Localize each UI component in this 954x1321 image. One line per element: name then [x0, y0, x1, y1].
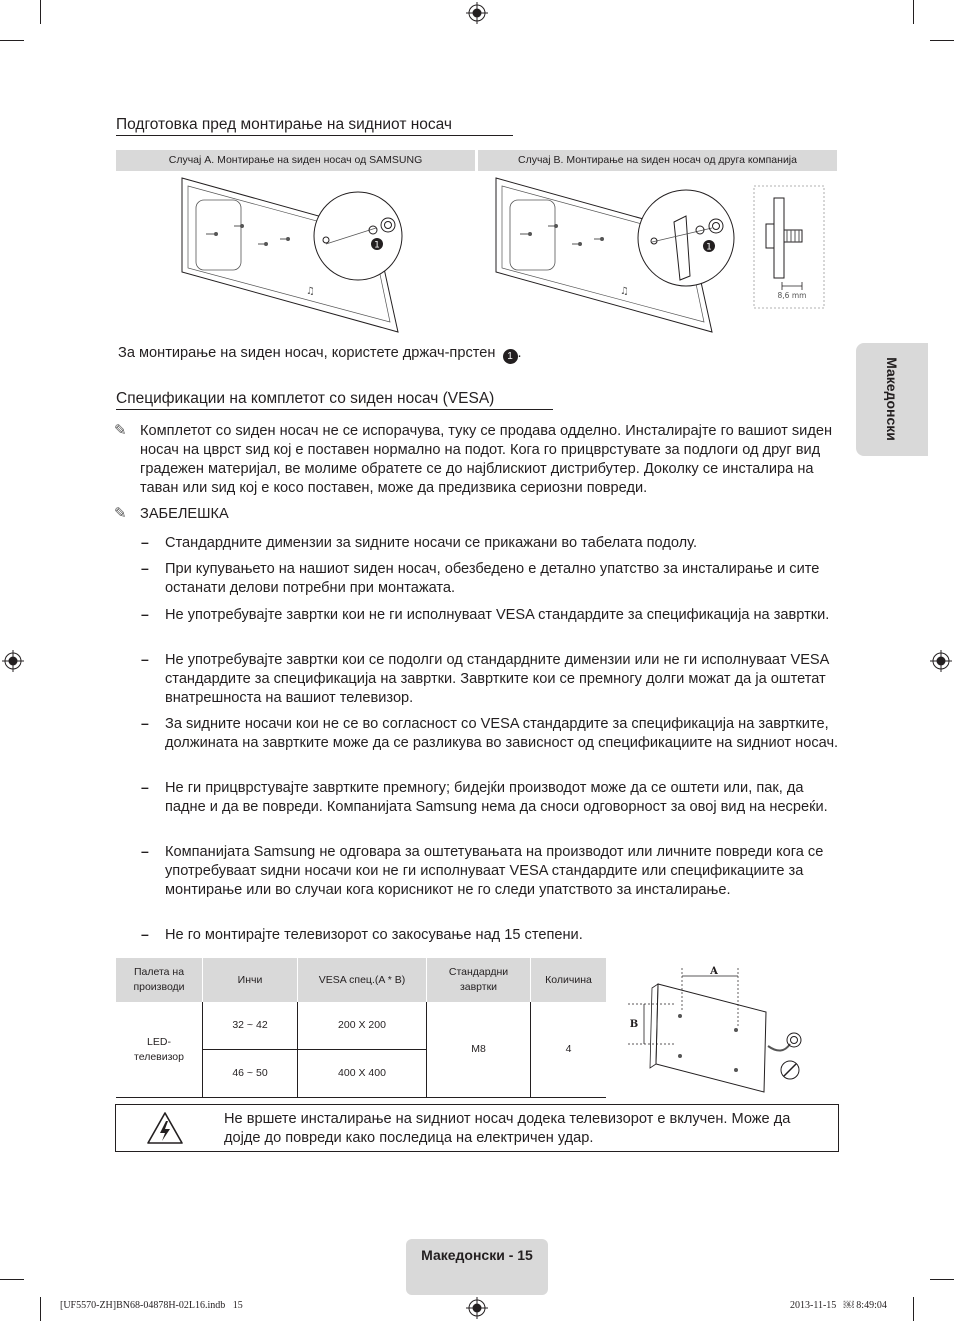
ring-callout-icon: 1 — [503, 349, 518, 364]
page-number-label: Македонски - 15 — [421, 1247, 533, 1263]
bullet-dash: – — [141, 843, 149, 859]
registration-mark-icon — [466, 1297, 488, 1319]
crop-mark — [0, 1279, 24, 1280]
instruction-text: За монтирање на ѕиден носач, користете држач-прстен 1 . — [118, 345, 522, 362]
bullet-dash: – — [141, 606, 149, 622]
section-title-preparation: Подготовка пред монтирање на ѕидниот носач — [116, 116, 513, 136]
dimension-a-label: A — [710, 966, 718, 977]
crop-mark — [930, 40, 954, 41]
svg-text:♫: ♫ — [620, 286, 629, 297]
note-bullet: Не употребувајте завртки кои не ги исполнуваат VESA стандардите за спецификација на завртки. — [165, 607, 830, 623]
table-cell-product: LED-телевизор — [116, 1002, 203, 1098]
registration-mark-icon — [930, 650, 952, 672]
note-bullet: Компанијата Samsung не одговара за оштетувањата на производот или личните повреди кога се употребуваат ѕидни носачи кои не ги исполнуваат VESA стандардите или спецификациите за монтирање или во случаи кога корисникот не го следи упатството за инсталирање. — [165, 844, 824, 898]
note-bullet: Не ги прицврстувајте завртките премногу; бидејќи производот може да се оштети или, пак, да падне и да ве повреди. Компанијата Samsung нема да сноси одговорност за овој вид на несреќи. — [165, 780, 828, 815]
bullet-dash: – — [141, 534, 149, 550]
table-cell-vesa: 200 X 200 — [298, 1002, 427, 1050]
electric-shock-warning-icon — [146, 1111, 184, 1145]
crop-mark — [930, 1279, 954, 1280]
table-header: Стандардни завртки — [427, 958, 531, 1002]
case-b-label: Случај B. Монтирање на ѕиден носач од друга компанија — [478, 150, 837, 171]
table-header: VESA спец.(A * B) — [298, 958, 427, 1002]
table-header: Инчи — [203, 958, 298, 1002]
note-pencil-icon: ✎ — [114, 505, 127, 522]
table-cell-screw: M8 — [427, 1002, 531, 1098]
note-bullet: За ѕидните носачи кои не се во согласност со VESA стандардите за спецификација на завртките, должината на завртките може да се разликува во зависност од спецификациите на ѕидниот носач. — [165, 716, 839, 751]
table-row — [116, 1002, 606, 1050]
intro-note: Комплетот со ѕиден носач не се испорачува, туку се продава одделно. Инсталирајте го вашиот ѕиден носач на цврст ѕид кој е поставен нормално на подот. Кога го прицврстувате за подлоги од друг вид градежен материјал, ве молиме обратете се до најблискиот дистрибутер. Доколку се инсталира на таван или ѕид кој е косо поставен, може да предизвика сериозни повреди. — [140, 423, 833, 496]
note-heading: ЗАБЕЛЕШКА — [140, 506, 229, 522]
registration-mark-icon — [466, 2, 488, 24]
side-tab-label: Македонски — [884, 357, 900, 441]
note-bullet: Не го монтирајте телевизорот со закосување над 15 степени. — [165, 927, 583, 943]
table-header-row — [116, 958, 606, 1002]
table-cell-quantity: 4 — [531, 1002, 607, 1098]
tv-back-illustration-other — [490, 172, 838, 340]
language-side-tab — [856, 343, 928, 456]
bullet-dash: – — [141, 926, 149, 942]
instruction-sentence: За монтирање на ѕиден носач, користете држач-прстен — [118, 345, 496, 361]
vesa-dimension-diagram — [626, 964, 822, 1094]
note-bullet: Стандардните димензии за ѕидните носачи се прикажани во табелата подолу. — [165, 535, 698, 551]
warning-box — [115, 1104, 839, 1152]
note-pencil-icon: ✎ — [114, 422, 127, 439]
warning-text: Не вршете инсталирање на ѕидниот носач додека телевизорот е вклучен. Може да дојде до повреди како последица на електричен удар. — [224, 1111, 791, 1146]
bullet-dash: – — [141, 560, 149, 576]
dimension-b-label: B — [629, 1019, 639, 1030]
crop-mark — [40, 0, 41, 24]
note-bullet: При купувањето на нашиот ѕиден носач, обезбедено е детално упатство за инсталирање и сите останати делови потребни при монтажата. — [165, 561, 820, 596]
print-timestamp: 2013-11-15 ￼ 8:49:04 — [790, 1300, 887, 1311]
section-title-vesa: Спецификации на комплетот со ѕиден носач (VESA) — [116, 390, 553, 410]
bullet-dash: – — [141, 715, 149, 731]
dimension-label: 8,6 mm — [777, 291, 807, 300]
crop-mark — [913, 1297, 914, 1321]
vesa-spec-table — [116, 958, 606, 1098]
table-cell-vesa: 400 X 400 — [298, 1050, 427, 1098]
note-bullet: Не употребувајте завртки кои се подолги од стандардните димензии или не ги исполнуваат VESA стандардите за спецификација на завртки. Завртките кои се премногу долги можат да ја оштетат внатрешноста на вашиот телевизор. — [165, 652, 829, 706]
bullet-dash: – — [141, 779, 149, 795]
case-a-label: Случај А. Монтирање на ѕиден носач од SAMSUNG — [116, 150, 475, 171]
crop-mark — [40, 1297, 41, 1321]
callout-number: 1 — [706, 242, 712, 253]
table-cell-inches: 32 ~ 42 — [203, 1002, 298, 1050]
table-cell-inches: 46 ~ 50 — [203, 1050, 298, 1098]
registration-mark-icon — [2, 650, 24, 672]
file-info: [UF5570-ZH]BN68-04878H-02L16.indb 15 — [60, 1300, 243, 1311]
table-header: Количина — [531, 958, 607, 1002]
svg-text:♫: ♫ — [306, 286, 315, 297]
footer-page-tab — [406, 1239, 548, 1295]
callout-number: 1 — [374, 240, 380, 251]
crop-mark — [913, 0, 914, 24]
crop-mark — [0, 40, 24, 41]
bullet-dash: – — [141, 651, 149, 667]
table-header: Палета на производи — [116, 958, 203, 1002]
tv-back-illustration-samsung — [176, 172, 416, 340]
